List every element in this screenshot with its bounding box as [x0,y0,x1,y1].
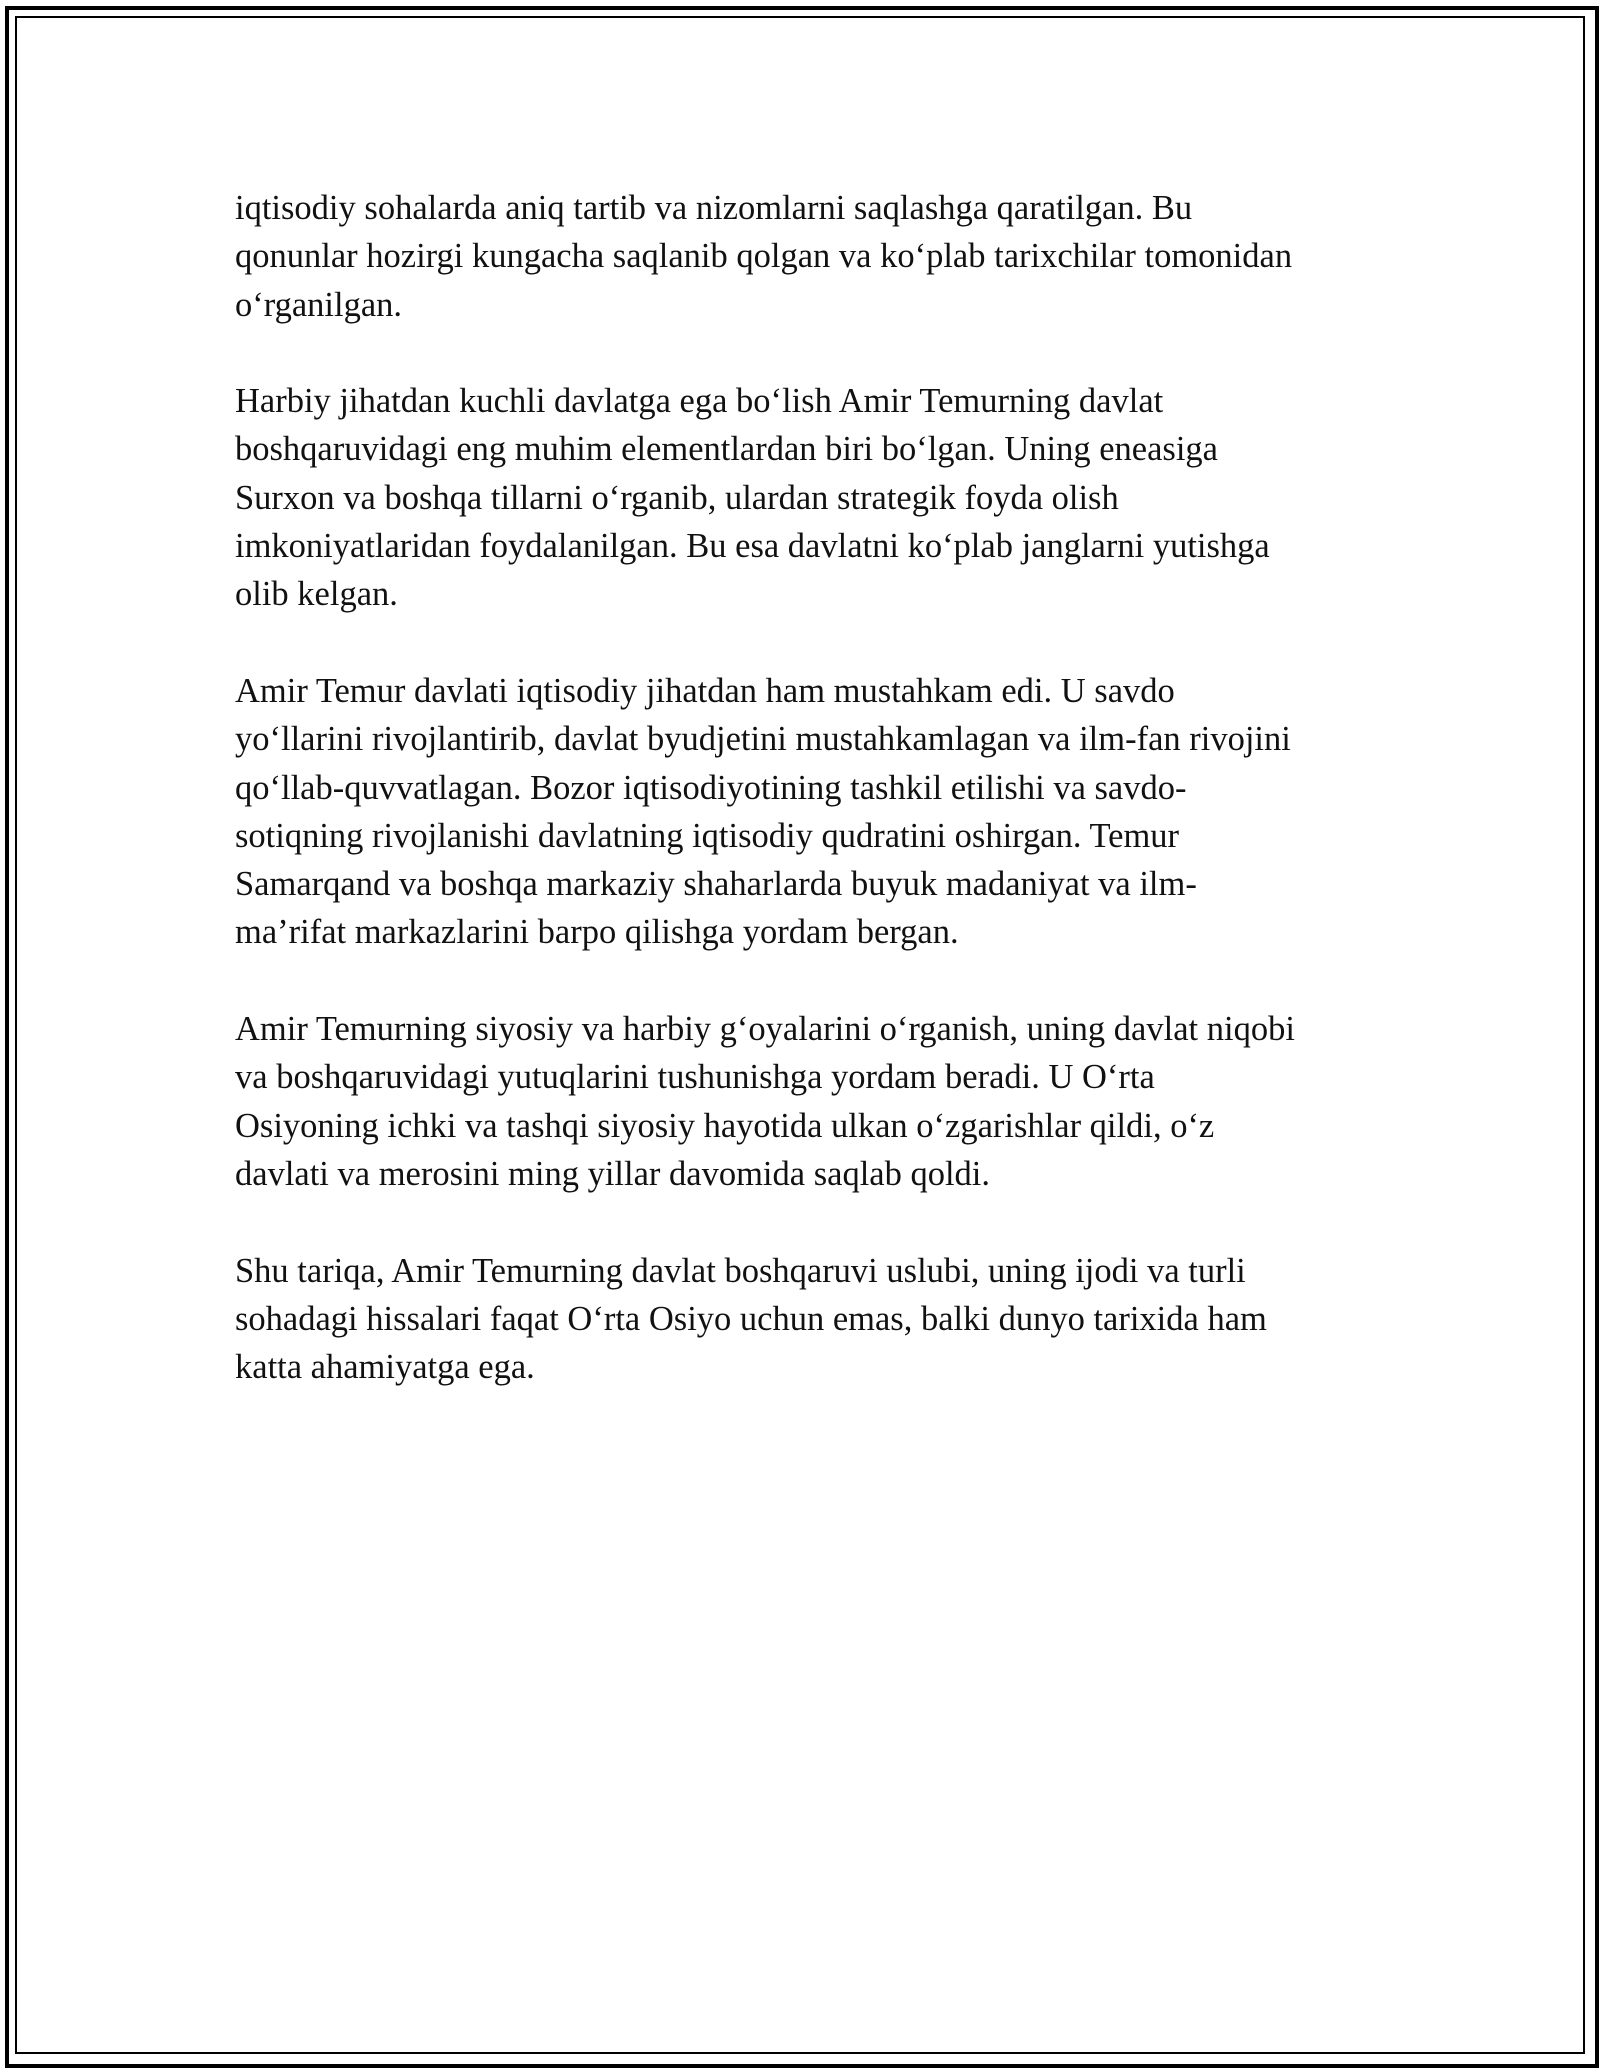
paragraph-1 [235,184,1375,329]
text-line: Amir Temur davlati iqtisodiy jihatdan ham mustahkam edi. U savdo [235,671,1175,710]
text-line: katta ahamiyatga ega. [235,1348,535,1387]
text-line: Harbiy jihatdan kuchli davlatga ega boʻlish Amir Temurning davlat [235,382,1164,421]
text-line: Surxon va boshqa tillarni oʻrganib, ulardan strategik foyda olish [235,478,1119,517]
text-line: imkoniyatlaridan foydalanilgan. Bu esa davlatni koʻplab janglarni yutishga [235,527,1270,566]
text-line: ma’rifat markazlarini barpo qilishga yordam bergan. [235,913,959,952]
text-line: Osiyoning ichki va tashqi siyosiy hayotida ulkan oʻzgarishlar qildi, oʻz [235,1106,1215,1145]
text-line: Amir Temurning siyosiy va harbiy gʻoyalarini oʻrganish, uning davlat niqobi [235,1010,1295,1049]
paragraph-2 [235,377,1375,618]
text-line: qoʻllab-quvvatlagan. Bozor iqtisodiyotining tashkil etilishi va savdo- [235,768,1187,807]
text-line: va boshqaruvidagi yutuqlarini tushunishga yordam beradi. U Oʻrta [235,1058,1155,1097]
text-line: olib kelgan. [235,575,398,614]
document-body [235,184,1375,1440]
text-line: sohadagi hissalari faqat Oʻrta Osiyo uchun emas, balki dunyo tarixida ham [235,1299,1267,1338]
paragraph-3 [235,667,1375,957]
text-line: iqtisodiy sohalarda aniq tartib va nizomlarni saqlashga qaratilgan. Bu [235,189,1193,227]
text-line: boshqaruvidagi eng muhim elementlardan biri boʻlgan. Uning eneasiga [235,430,1218,469]
text-line: Shu tariqa, Amir Temurning davlat boshqaruvi uslubi, uning ijodi va turli [235,1251,1246,1290]
text-line: oʻrganilgan. [235,285,403,324]
text-line: Samarqand va boshqa markaziy shaharlarda buyuk madaniyat va ilm- [235,865,1197,904]
text-line: yoʻllarini rivojlantirib, davlat byudjetini mustahkamlagan va ilm-fan rivojini [235,720,1291,759]
text-line: davlati va merosini ming yillar davomida saqlab qoldi. [235,1154,991,1193]
paragraph-5 [235,1247,1375,1392]
paragraph-4 [235,1005,1375,1198]
text-line: qonunlar hozirgi kungacha saqlanib qolgan va koʻplab tarixchilar tomonidan [235,237,1293,276]
text-line: sotiqning rivojlanishi davlatning iqtisodiy qudratini oshirgan. Temur [235,816,1180,855]
